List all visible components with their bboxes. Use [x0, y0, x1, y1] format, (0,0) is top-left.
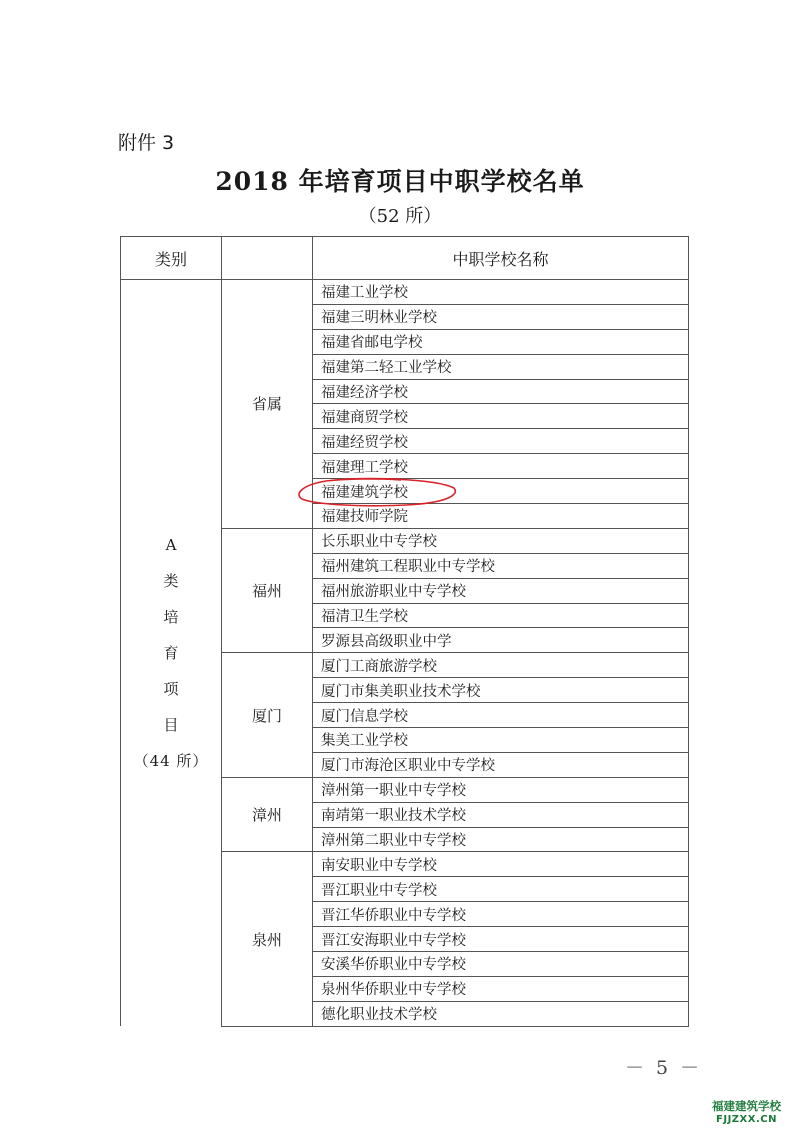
category-char: A	[165, 536, 177, 555]
category-char: 培	[163, 608, 179, 627]
school-name-cell: 福建经贸学校	[313, 429, 689, 454]
school-name-cell: 晋江职业中专学校	[313, 877, 689, 902]
region-cell: 泉州	[222, 852, 313, 1026]
school-name-cell: 福建商贸学校	[313, 404, 689, 429]
school-name-cell: 福建经济学校	[313, 379, 689, 404]
school-name-cell: 罗源县高级职业中学	[313, 628, 689, 653]
school-name-cell: 南安职业中专学校	[313, 852, 689, 877]
school-name-cell: 长乐职业中专学校	[313, 528, 689, 553]
school-name-cell: 德化职业技术学校	[313, 1001, 689, 1026]
school-name-cell: 福建理工学校	[313, 454, 689, 479]
school-name-cell: 晋江华侨职业中专学校	[313, 902, 689, 927]
region-cell: 省属	[222, 280, 313, 529]
school-name-cell: 集美工业学校	[313, 728, 689, 753]
document-subtitle: （52 所）	[358, 206, 442, 227]
document-title: 2018 年培育项目中职学校名单	[215, 167, 585, 196]
school-name-cell: 漳州第一职业中专学校	[313, 777, 689, 802]
watermark-line1: 福建建筑学校	[712, 1099, 781, 1113]
school-name-cell: 福清卫生学校	[313, 603, 689, 628]
attachment-label: 附件 3	[118, 132, 175, 154]
category-char: 育	[163, 644, 179, 663]
header-category: 类别	[121, 237, 222, 280]
school-name-cell: 南靖第一职业技术学校	[313, 802, 689, 827]
header-school-name: 中职学校名称	[313, 237, 689, 280]
site-watermark	[712, 1100, 781, 1126]
category-count: （44 所）	[133, 752, 209, 771]
table-header-row	[121, 237, 689, 280]
school-name-cell: 漳州第二职业中专学校	[313, 827, 689, 852]
school-name-cell: 福建建筑学校	[313, 479, 689, 504]
category-char: 项	[163, 680, 179, 699]
school-name-cell: 福州旅游职业中专学校	[313, 578, 689, 603]
school-name-cell: 福建技师学院	[313, 504, 689, 529]
school-name-cell: 泉州华侨职业中专学校	[313, 976, 689, 1001]
header-region	[222, 237, 313, 280]
table-row	[121, 280, 689, 305]
school-name-cell: 厦门信息学校	[313, 703, 689, 728]
school-name-cell: 福建三明林业学校	[313, 304, 689, 329]
school-name-cell: 厦门市集美职业技术学校	[313, 678, 689, 703]
school-name-cell: 福州建筑工程职业中专学校	[313, 553, 689, 578]
region-cell: 厦门	[222, 653, 313, 777]
school-name-cell: 福建第二轻工业学校	[313, 354, 689, 379]
category-cell	[121, 280, 222, 1027]
school-name-cell: 厦门市海沧区职业中专学校	[313, 752, 689, 777]
school-list-table	[120, 236, 689, 1027]
school-name-cell: 福建工业学校	[313, 280, 689, 305]
school-name-cell: 厦门工商旅游学校	[313, 653, 689, 678]
table-body	[121, 280, 689, 1027]
school-name-cell: 晋江安海职业中专学校	[313, 927, 689, 952]
school-name-cell: 安溪华侨职业中专学校	[313, 952, 689, 977]
region-cell: 漳州	[222, 777, 313, 852]
watermark-line2: FJJZXX.CN	[716, 1114, 777, 1125]
region-cell: 福州	[222, 528, 313, 652]
school-name-cell: 福建省邮电学校	[313, 329, 689, 354]
category-char: 类	[163, 572, 179, 591]
page-number: － 5 －	[625, 1057, 703, 1079]
category-char: 目	[163, 716, 179, 735]
